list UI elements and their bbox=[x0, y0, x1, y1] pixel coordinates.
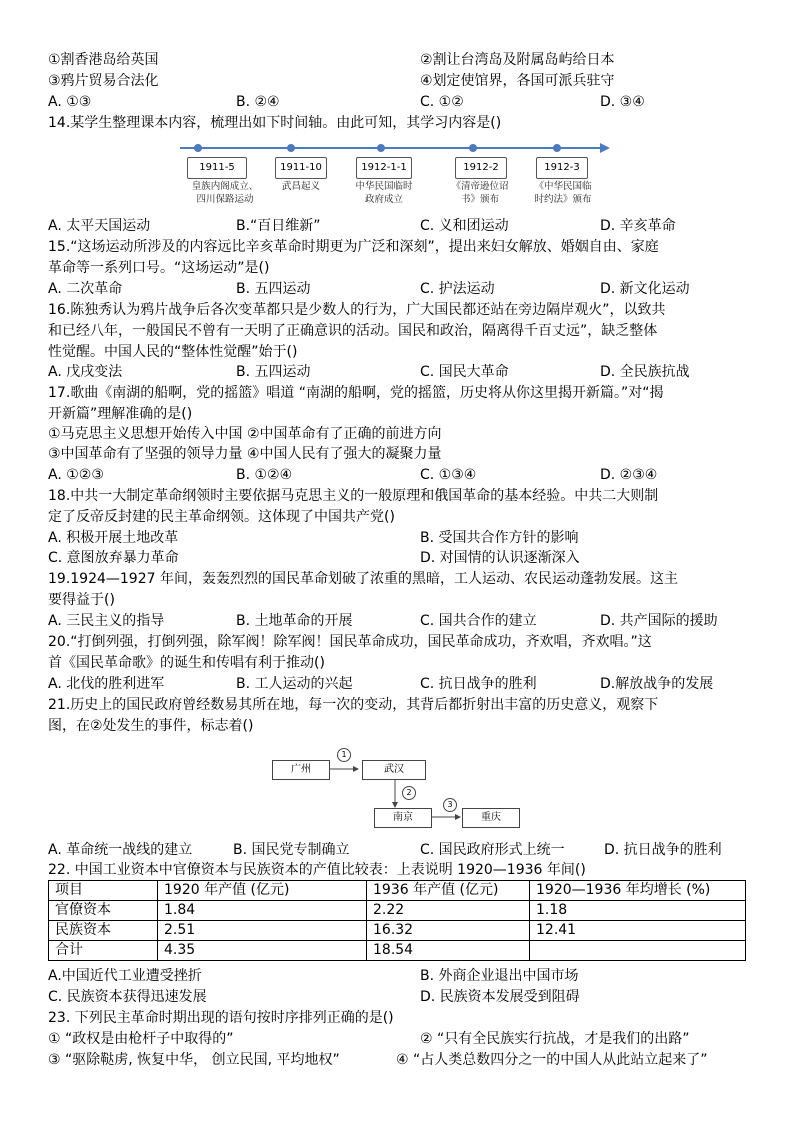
table-cell: 4.35 bbox=[158, 941, 367, 961]
q20-stem-line2: 首《国民革命歌》的诞生和传唱有利于推动() bbox=[48, 655, 325, 671]
q14-option-b[interactable]: B.“百日维新” bbox=[236, 218, 321, 234]
q14-option-c[interactable]: C. 义和团运动 bbox=[420, 218, 509, 234]
q20-option-a[interactable]: A. 北伐的胜利进军 bbox=[48, 676, 165, 692]
timeline-dot bbox=[469, 144, 477, 152]
table-cell: 2.51 bbox=[158, 921, 367, 941]
timeline-date: 1911-10 bbox=[275, 157, 327, 179]
q13-item-4: ④划定使馆界，各国可派兵驻守 bbox=[420, 73, 615, 89]
timeline-dot bbox=[553, 144, 561, 152]
timeline-dot bbox=[377, 144, 385, 152]
q18-stem-line1: 18.中共一大制定革命纲领时主要依据马克思主义的一般原理和俄国革命的基本经验。中共二大则制 bbox=[48, 488, 659, 504]
table-cell: 12.41 bbox=[530, 921, 746, 941]
q15-option-c[interactable]: C. 护法运动 bbox=[420, 281, 495, 297]
flow-node-chongqing: 重庆 bbox=[462, 808, 520, 828]
table-cell: 2.22 bbox=[367, 901, 530, 921]
q20-option-b[interactable]: B. 工人运动的兴起 bbox=[236, 676, 353, 692]
q23-item-2: ② “只有全民族实行抗战，才是我们的出路” bbox=[420, 1031, 690, 1047]
q19-option-c[interactable]: C. 国共合作的建立 bbox=[420, 613, 537, 629]
q18-stem-line2: 定了反帝反封建的民主革命纲领。这体现了中国共产党() bbox=[48, 509, 395, 525]
q13-item-1: ①割香港岛给英国 bbox=[48, 52, 159, 68]
q17-option-d[interactable]: D. ②③④ bbox=[600, 467, 658, 483]
q21-option-c[interactable]: C. 国民政府形式上统一 bbox=[420, 842, 565, 858]
table-cell: 16.32 bbox=[367, 921, 530, 941]
timeline-date: 1912-3 bbox=[536, 157, 588, 179]
q22-table bbox=[48, 880, 746, 961]
q23-item-4: ④ “占人类总数四分之一的中国人从此站立起来了” bbox=[396, 1052, 708, 1068]
flow-marker-2: 2 bbox=[402, 786, 416, 800]
q19-option-a[interactable]: A. 三民主义的指导 bbox=[48, 613, 165, 629]
table-cell: 官僚资本 bbox=[49, 901, 158, 921]
q20-stem-line1: 20.“打倒列强，打倒列强，除军阀！除军阀！国民革命成功，国民革命成功，齐欢唱，齐欢唱。”这 bbox=[48, 634, 652, 650]
table-cell: 1.84 bbox=[158, 901, 367, 921]
q23-item-1: ① “政权是由枪杆子中取得的” bbox=[48, 1031, 234, 1047]
table-cell bbox=[530, 941, 746, 961]
q21-stem-line1: 21.历史上的国民政府曾经数易其所在地，每一次的变动，其背后都折射出丰富的历史意义，观察下 bbox=[48, 697, 659, 713]
table-row bbox=[49, 921, 746, 941]
q16-option-b[interactable]: B. 五四运动 bbox=[236, 364, 311, 380]
q15-stem-line2: 革命等一系列口号。“这场运动”是() bbox=[48, 260, 270, 276]
q16-option-d[interactable]: D. 全民族抗战 bbox=[600, 364, 690, 380]
q23-item-3: ③ “驱除鞑虏, 恢复中华， 创立民国, 平均地权” bbox=[48, 1052, 340, 1068]
q13-item-3: ③鸦片贸易合法化 bbox=[48, 73, 159, 89]
q16-stem-line2: 和已经八年，一般国民不曾有一天明了正确意识的活动。国民和政治，隔离得千百丈远”，缺乏整体 bbox=[48, 323, 658, 339]
table-row bbox=[49, 901, 746, 921]
q16-stem-line1: 16.陈独秀认为鸦片战争后各次变革都只是少数人的行为，广大国民都还站在旁边隔岸观火”，以致共 bbox=[48, 302, 666, 318]
table-cell: 1.18 bbox=[530, 901, 746, 921]
q16-stem-line3: 性觉醒。中国人民的“整体性觉醒”始于() bbox=[48, 344, 298, 360]
q21-stem-line2: 图，在②处发生的事件，标志着() bbox=[48, 718, 254, 734]
q22-option-b[interactable]: B. 外商企业退出中国市场 bbox=[420, 968, 579, 984]
q14-stem: 14.某学生整理课本内容，梳理出如下时间轴。由此可知，其学习内容是() bbox=[48, 115, 502, 131]
q22-option-c[interactable]: C. 民族资本获得迅速发展 bbox=[48, 989, 207, 1005]
timeline-caption: 中华民国临时 政府成立 bbox=[355, 181, 413, 205]
table-header-cell: 1920 年产值 (亿元) bbox=[158, 881, 367, 901]
q13-option-d[interactable]: D. ③④ bbox=[600, 94, 645, 110]
timeline-dot bbox=[287, 144, 295, 152]
flow-node-nanjing: 南京 bbox=[374, 808, 432, 828]
q16-option-c[interactable]: C. 国民大革命 bbox=[420, 364, 509, 380]
flow-node-wuhan: 武汉 bbox=[362, 760, 426, 780]
table-cell: 18.54 bbox=[367, 941, 530, 961]
flow-marker-1: 1 bbox=[337, 748, 351, 762]
table-header-cell: 1936 年产值 (亿元) bbox=[367, 881, 530, 901]
timeline-caption: 《中华民国临 时约法》颁布 bbox=[534, 181, 592, 205]
q17-option-c[interactable]: C. ①③④ bbox=[420, 467, 477, 483]
q15-stem-line1: 15.“这场运动所涉及的内容远比辛亥革命时期更为广泛和深刻”，提出来妇女解放、婚姻自由、家庭 bbox=[48, 239, 659, 255]
timeline-caption: 皇族内阁成立、 四川保路运动 bbox=[191, 181, 259, 205]
timeline-dot bbox=[194, 144, 202, 152]
q17-option-a[interactable]: A. ①②③ bbox=[48, 467, 104, 483]
table-row bbox=[49, 941, 746, 961]
q17-items-line1: ①马克思主义思想开始传入中国 ②中国革命有了正确的前进方向 bbox=[48, 426, 442, 442]
timeline-axis bbox=[180, 140, 610, 156]
q22-stem: 22. 中国工业资本中官僚资本与民族资本的产值比较表：上表说明 1920—1936 年间() bbox=[48, 862, 586, 878]
flow-marker-3: 3 bbox=[443, 798, 457, 812]
q20-option-c[interactable]: C. 抗日战争的胜利 bbox=[420, 676, 537, 692]
q19-option-d[interactable]: D. 共产国际的援助 bbox=[600, 613, 718, 629]
q22-option-a[interactable]: A.中国近代工业遭受挫折 bbox=[48, 968, 202, 984]
q17-items-line2: ③中国革命有了坚强的领导力量 ④中国人民有了强大的凝聚力量 bbox=[48, 446, 442, 462]
q18-option-a[interactable]: A. 积极开展土地改革 bbox=[48, 530, 179, 546]
q19-stem-line2: 要得益于() bbox=[48, 592, 115, 608]
q13-option-c[interactable]: C. ①② bbox=[420, 94, 464, 110]
table-header-cell: 项目 bbox=[49, 881, 158, 901]
q14-option-a[interactable]: A. 太平天国运动 bbox=[48, 218, 151, 234]
q17-stem-line2: 开新篇”理解准确的是() bbox=[48, 406, 193, 422]
timeline-caption: 武昌起义 bbox=[281, 181, 320, 192]
q18-option-c[interactable]: C. 意图放弃暴力革命 bbox=[48, 550, 179, 566]
q15-option-a[interactable]: A. 二次革命 bbox=[48, 281, 123, 297]
flow-node-guangzhou: 广州 bbox=[272, 760, 330, 780]
timeline-date: 1912-2 bbox=[455, 157, 507, 179]
q19-stem-line1: 19.1924—1927 年间，轰轰烈烈的国民革命划破了浓重的黑暗，工人运动、农民运动蓬勃发展。这主 bbox=[48, 571, 678, 587]
table-cell: 合计 bbox=[49, 941, 158, 961]
q19-option-b[interactable]: B. 土地革命的开展 bbox=[236, 613, 353, 629]
q16-option-a[interactable]: A. 戊戌变法 bbox=[48, 364, 123, 380]
q23-stem: 23. 下列民主革命时期出现的语句按时序排列正确的是() bbox=[48, 1010, 394, 1026]
q18-option-d[interactable]: D. 对国情的认识逐渐深入 bbox=[420, 550, 580, 566]
q18-option-b[interactable]: B. 受国共合作方针的影响 bbox=[420, 530, 579, 546]
q15-option-b[interactable]: B. 五四运动 bbox=[236, 281, 311, 297]
q21-option-b[interactable]: B. 国民党专制确立 bbox=[233, 842, 350, 858]
timeline-date: 1911-5 bbox=[187, 157, 247, 179]
q21-option-a[interactable]: A. 革命统一战线的建立 bbox=[48, 842, 193, 858]
q20-option-d[interactable]: D.解放战争的发展 bbox=[600, 676, 714, 692]
q15-option-d[interactable]: D. 新文化运动 bbox=[600, 281, 690, 297]
timeline-caption: 《清帝逊位诏 书》颁布 bbox=[451, 181, 509, 205]
q17-option-b[interactable]: B. ①②④ bbox=[236, 467, 293, 483]
table-header-cell: 1920—1936 年均增长 (%) bbox=[530, 881, 746, 901]
q13-option-b[interactable]: B. ②④ bbox=[236, 94, 280, 110]
q13-item-2: ②割让台湾岛及附属岛屿给日本 bbox=[420, 52, 615, 68]
q14-option-d[interactable]: D. 辛亥革命 bbox=[600, 218, 676, 234]
q21-option-d[interactable]: D. 抗日战争的胜利 bbox=[604, 842, 722, 858]
q13-option-a[interactable]: A. ①③ bbox=[48, 94, 92, 110]
table-header-row bbox=[49, 881, 746, 901]
table-cell: 民族资本 bbox=[49, 921, 158, 941]
q17-stem-line1: 17.歌曲《南湖的船啊，党的摇篮》唱道 “南湖的船啊，党的摇篮，历史将从你这里揭开新篇。”对“揭 bbox=[48, 385, 664, 401]
q22-option-d[interactable]: D. 民族资本发展受到阻碍 bbox=[420, 989, 580, 1005]
timeline-date: 1912-1-1 bbox=[356, 157, 412, 179]
